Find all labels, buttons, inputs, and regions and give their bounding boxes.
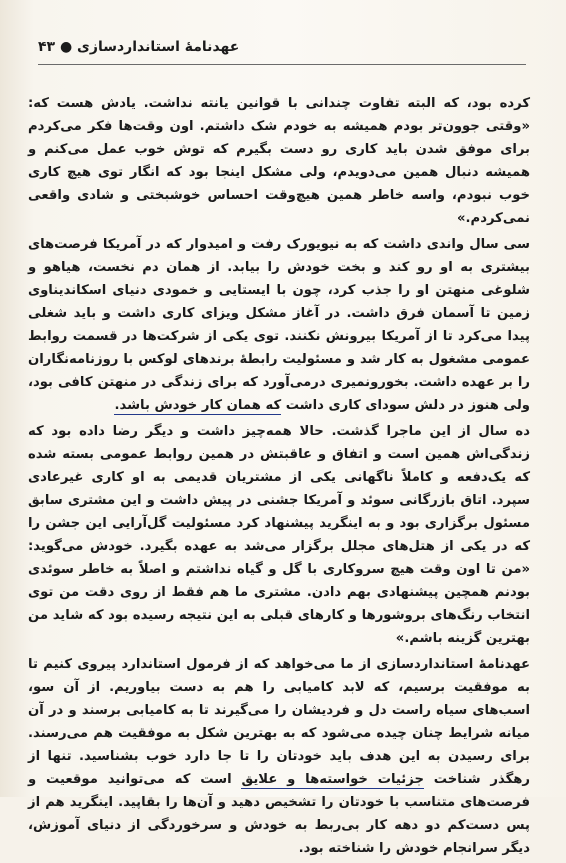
header-rule [38, 64, 526, 65]
running-head: عهدنامهٔ استانداردسازی ● ۴۳ [38, 39, 240, 55]
paragraph-3-text: ده سال از این ماجرا گذشت. حالا همه‌چیز داشت و دیگر رضا داده بود که زندگی‌اش همین است و اتفاق و عاقبتش در همین روابط عمومی بسته شده که یک‌دفعه و کاملاً ناگهانی یکی از مشتریان قدیمی به او کاری غیرعادی سپرد. اتاق بازرگانی سوئد و آمریکا جشنی در پیش داشت و این مشتری سابق مسئول برگزاری بود و به اینگرید پیشنهاد کرد مسئولیت گل‌آرایی این جشن را که در یکی از هتل‌های مجلل برگزار می‌شد به عهده بگیرد. خودش می‌گوید: «من تا اون وقت هیچ سروکاری با گل و گیاه نداشتم و اصلاً به خاطر سوئدی بودنم همچین پیشنهادی بهم دادن. مشتری ما هم فقط از روی دقت من توی انتخاب رنگ‌های بروشورها و کارهای قبلی به این نتیجه رسیده بود که شاید من بهترین گزینه باشم.» [28, 424, 530, 646]
body-text [28, 92, 530, 863]
paragraph-1 [28, 92, 530, 230]
paragraph-3 [28, 420, 530, 650]
pen-underline: جزئیات خواسته‌ها و علایق [241, 772, 424, 787]
paragraph-4 [28, 653, 530, 860]
paragraph-2 [28, 233, 530, 417]
paragraph-2-text: سی سال واندی داشت که به نیویورک رفت و امیدوار که در آمریکا فرصت‌های بیشتری به او رو کند و بخت خودش را بیابد. از همان دم نخست، هیاهو و شلوغی منهتن او را جذب کرد، چون با ایستایی و خمودی دنیای اسکاندیناوی زمین تا آسمان فرق داشت. در آغاز مشکل ویزای کاری داشت و باید شغلی پیدا می‌کرد تا از آمریکا بیرونش نکنند. توی یکی از شرکت‌ها در قسمت روابط عمومی مشغول به کار شد و مسئولیت رابطهٔ برندهای لوکس با روزنامه‌نگاران را بر عهده داشت. بخورونمیری درمی‌آورد که برای زندگی در منهتن کافی بود، ولی هنوز در دلش سودای کاری داشت [28, 237, 530, 413]
paragraph-1-text: کرده بود، که البته تفاوت چندانی با قوانین یانته نداشت. یادش هست که: «وقتی جوون‌تر بودم همیشه به خودم شک داشتم. اون وقت‌ها فکر می‌کردم برای موفق شدن باید کاری رو دست بگیرم که توش خوب عمل می‌کنم و همیشه دنبال همین می‌دویدم، ولی مشکل اینجا بود که انگار توی هیچ کاری خوب نبودم، واسه خاطر همین هیچ‌وقت احساس خوشبختی و شادی واقعی نمی‌کردم.» [28, 96, 530, 226]
paragraph-4-text-after: است که می‌توانید موقعیت و فرصت‌های متناسب با خودتان را تشخیص دهید و آن‌ها را بقاپید. اینگرید هم از پس دست‌کم دو دهه کار بی‌ربط به خودش و سرخوردگی از دنیای آموزش، دیگر سرانجام خودش را شناخته بود. [28, 772, 530, 856]
paragraph-4-text: عهدنامهٔ استانداردسازی از ما می‌خواهد که از فرمول استاندارد پیروی کنیم تا به موفقیت برسیم، که لابد کامیابی را هم به دست بیاوریم. از آن سو، اسب‌های سیاه راست دل و فردیشان را می‌گیرند تا به کامیابی برسند و در آن میانه شرایط چنان چیده می‌شود که به بهترین شکل به موفقیت هم می‌رسند. برای رسیدن به این هدف باید خودتان را تا جا دارد خوب بشناسید. تنها از رهگذر شناخت [28, 657, 530, 787]
page-header [38, 34, 526, 60]
pen-underline: که همان کار خودش باشد. [114, 398, 282, 413]
